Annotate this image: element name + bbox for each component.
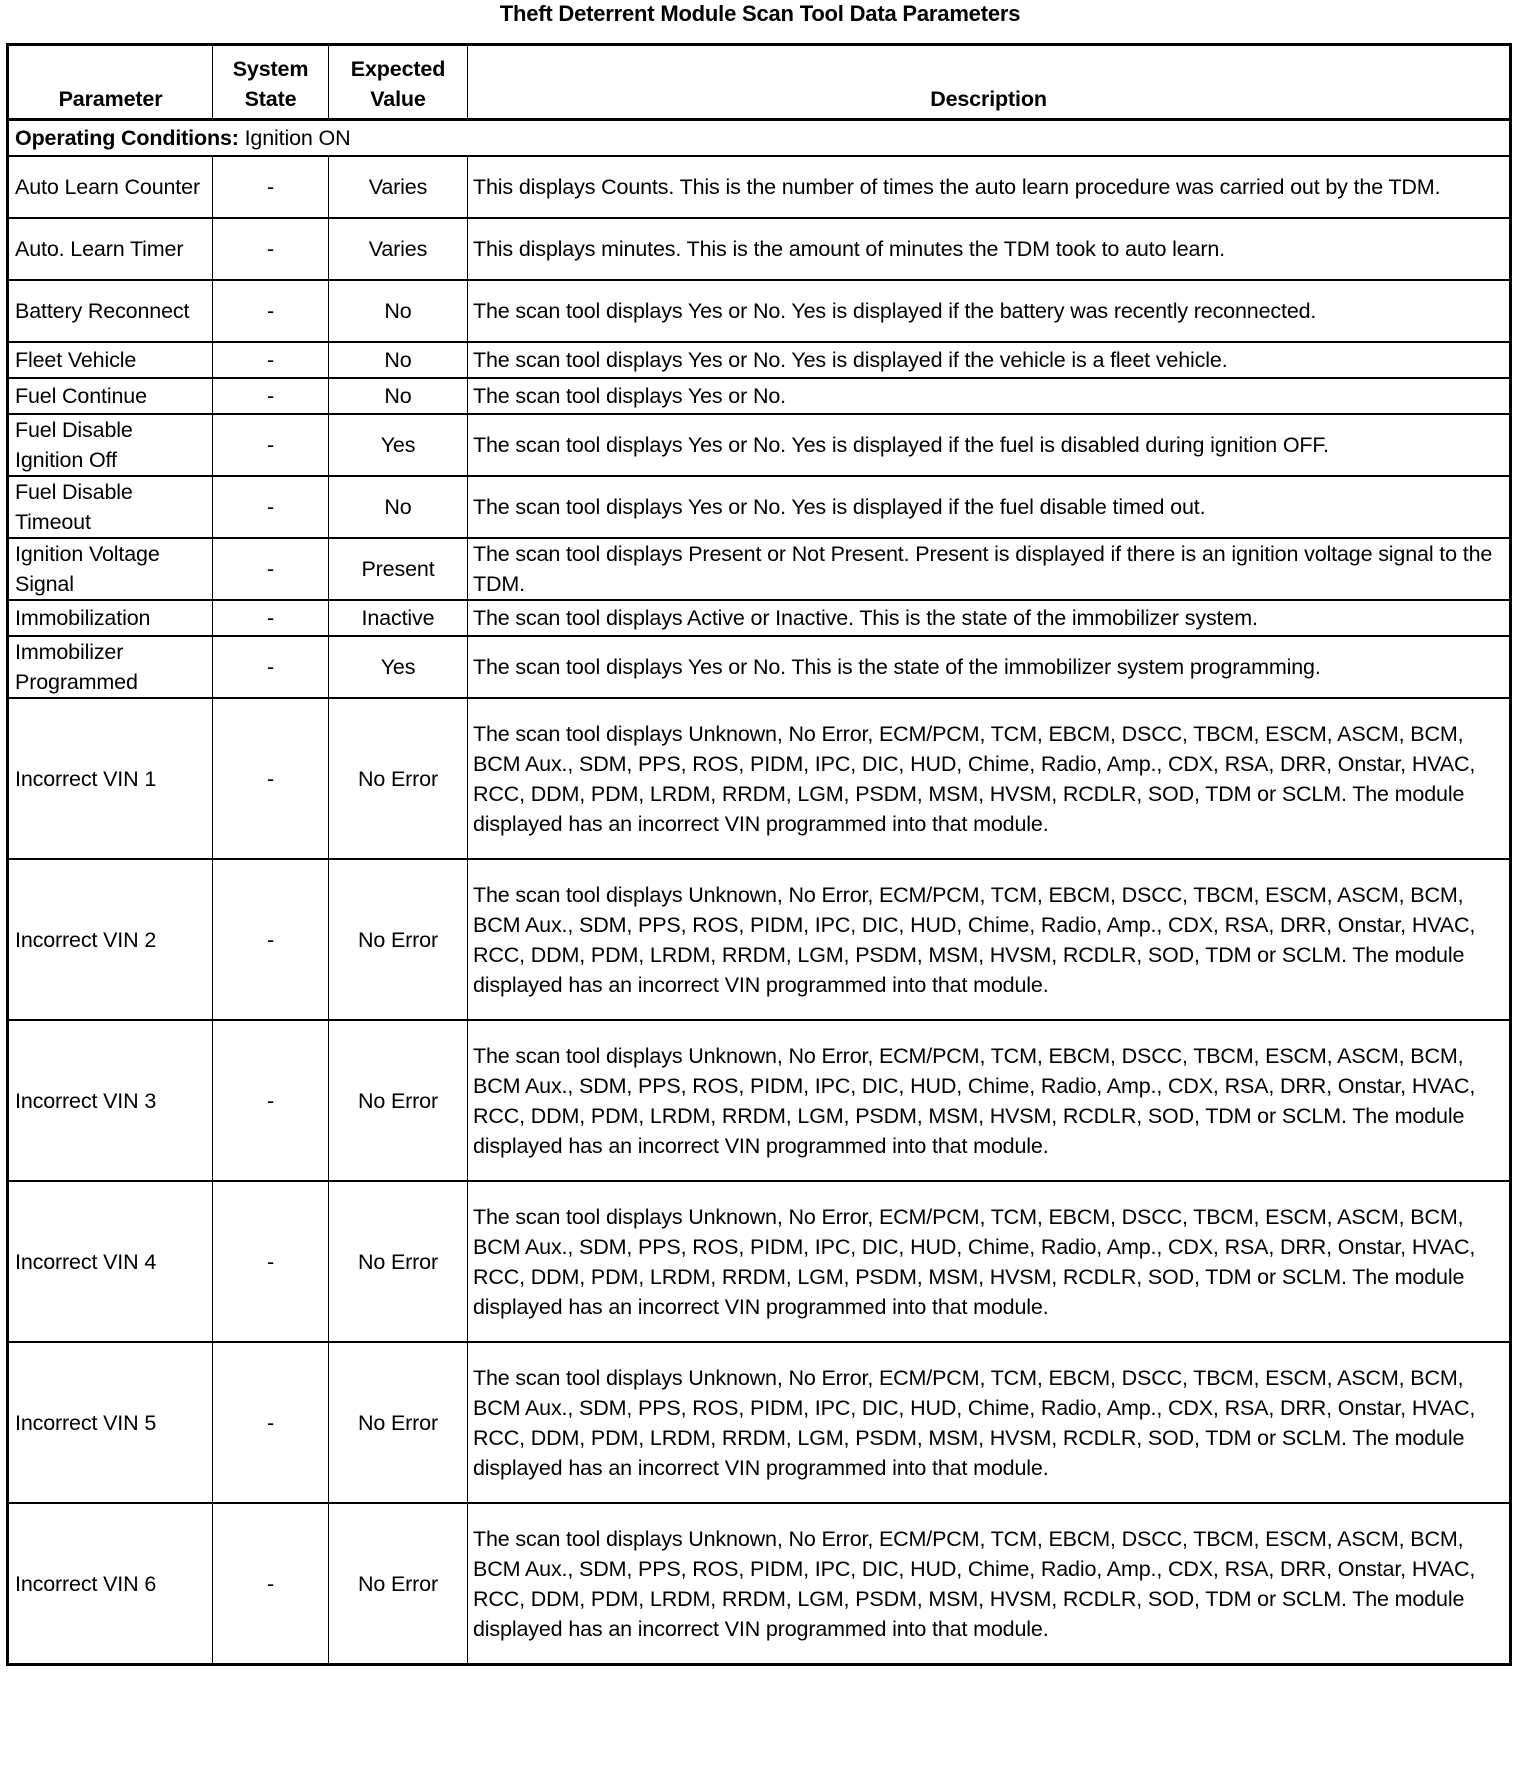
expected-value-cell: No Error — [329, 698, 468, 859]
operating-conditions-label: Operating Conditions: — [15, 126, 239, 150]
expected-value-cell: No — [329, 342, 468, 378]
system-state-cell: - — [213, 698, 329, 859]
description-cell: The scan tool displays Yes or No. Yes is displayed if the vehicle is a fleet vehicle. — [468, 342, 1511, 378]
description-cell: The scan tool displays Unknown, No Error, ECM/PCM, TCM, EBCM, DSCC, TBCM, ESCM, ASCM, BCM, BCM Aux., SDM, PPS, ROS, PIDM, IPC, DIC, HUD, Chime, Radio, Amp., CDX, RSA, DRR, Onstar, HVAC, RCC, DDM, PDM, LRDM, RRDM, LGM, PSDM, MSM, HVSM, RCDLR, SOD, TDM or SCLM. The module displayed has an incorrect VIN programmed into that module. — [468, 698, 1511, 859]
description-cell: The scan tool displays Unknown, No Error, ECM/PCM, TCM, EBCM, DSCC, TBCM, ESCM, ASCM, BCM, BCM Aux., SDM, PPS, ROS, PIDM, IPC, DIC, HUD, Chime, Radio, Amp., CDX, RSA, DRR, Onstar, HVAC, RCC, DDM, PDM, LRDM, RRDM, LGM, PSDM, MSM, HVSM, RCDLR, SOD, TDM or SCLM. The module displayed has an incorrect VIN programmed into that module. — [468, 859, 1511, 1020]
expected-value-cell: No Error — [329, 859, 468, 1020]
table-row — [8, 538, 1511, 600]
description-cell: The scan tool displays Present or Not Present. Present is displayed if there is an ignition voltage signal to the TDM. — [468, 538, 1511, 600]
description-cell: The scan tool displays Yes or No. This is the state of the immobilizer system programming. — [468, 636, 1511, 698]
parameter-cell: Fuel Continue — [8, 378, 213, 414]
column-header-expected-value — [329, 45, 468, 120]
page-title: Theft Deterrent Module Scan Tool Data Parameters — [499, 1, 1021, 26]
column-header-parameter: Parameter — [8, 45, 213, 120]
operating-conditions-value: Ignition ON — [238, 126, 351, 150]
system-state-cell: - — [213, 1181, 329, 1342]
description-cell: The scan tool displays Unknown, No Error, ECM/PCM, TCM, EBCM, DSCC, TBCM, ESCM, ASCM, BCM, BCM Aux., SDM, PPS, ROS, PIDM, IPC, DIC, HUD, Chime, Radio, Amp., CDX, RSA, DRR, Onstar, HVAC, RCC, DDM, PDM, LRDM, RRDM, LGM, PSDM, MSM, HVSM, RCDLR, SOD, TDM or SCLM. The module displayed has an incorrect VIN programmed into that module. — [468, 1503, 1511, 1665]
table-row — [8, 636, 1511, 698]
parameter-cell: Incorrect VIN 4 — [8, 1181, 213, 1342]
table-row — [8, 476, 1511, 538]
description-cell: The scan tool displays Yes or No. Yes is displayed if the battery was recently reconnected. — [468, 280, 1511, 342]
system-state-cell: - — [213, 342, 329, 378]
operating-conditions-cell — [8, 120, 1511, 157]
description-cell: This displays Counts. This is the number of times the auto learn procedure was carried out by the TDM. — [468, 156, 1511, 218]
column-header-description: Description — [468, 45, 1511, 120]
header-text: System — [232, 57, 309, 81]
table-row — [8, 859, 1511, 1020]
table-row — [8, 378, 1511, 414]
table-row — [8, 1342, 1511, 1503]
parameter-cell: Auto Learn Counter — [8, 156, 213, 218]
system-state-cell: - — [213, 280, 329, 342]
expected-value-cell: No Error — [329, 1020, 468, 1181]
parameter-cell: Incorrect VIN 2 — [8, 859, 213, 1020]
system-state-cell: - — [213, 859, 329, 1020]
header-text: Expected — [350, 57, 446, 81]
table-row — [8, 1020, 1511, 1181]
expected-value-cell: No — [329, 280, 468, 342]
expected-value-cell: Present — [329, 538, 468, 600]
system-state-cell: - — [213, 1503, 329, 1665]
expected-value-cell: No Error — [329, 1181, 468, 1342]
description-cell: This displays minutes. This is the amount of minutes the TDM took to auto learn. — [468, 218, 1511, 280]
table-row — [8, 218, 1511, 280]
expected-value-cell: Yes — [329, 636, 468, 698]
expected-value-cell: Yes — [329, 414, 468, 476]
parameter-cell: Ignition Voltage Signal — [8, 538, 213, 600]
parameter-cell: Incorrect VIN 5 — [8, 1342, 213, 1503]
column-header-system-state — [213, 45, 329, 120]
system-state-cell: - — [213, 1020, 329, 1181]
header-text: State — [244, 87, 297, 111]
system-state-cell: - — [213, 476, 329, 538]
expected-value-cell: Inactive — [329, 600, 468, 636]
table-row — [8, 600, 1511, 636]
parameter-cell: Battery Reconnect — [8, 280, 213, 342]
description-cell: The scan tool displays Unknown, No Error, ECM/PCM, TCM, EBCM, DSCC, TBCM, ESCM, ASCM, BCM, BCM Aux., SDM, PPS, ROS, PIDM, IPC, DIC, HUD, Chime, Radio, Amp., CDX, RSA, DRR, Onstar, HVAC, RCC, DDM, PDM, LRDM, RRDM, LGM, PSDM, MSM, HVSM, RCDLR, SOD, TDM or SCLM. The module displayed has an incorrect VIN programmed into that module. — [468, 1181, 1511, 1342]
description-cell: The scan tool displays Unknown, No Error, ECM/PCM, TCM, EBCM, DSCC, TBCM, ESCM, ASCM, BCM, BCM Aux., SDM, PPS, ROS, PIDM, IPC, DIC, HUD, Chime, Radio, Amp., CDX, RSA, DRR, Onstar, HVAC, RCC, DDM, PDM, LRDM, RRDM, LGM, PSDM, MSM, HVSM, RCDLR, SOD, TDM or SCLM. The module displayed has an incorrect VIN programmed into that module. — [468, 1342, 1511, 1503]
parameter-cell: Incorrect VIN 1 — [8, 698, 213, 859]
system-state-cell: - — [213, 636, 329, 698]
table-row — [8, 414, 1511, 476]
expected-value-cell: Varies — [329, 218, 468, 280]
system-state-cell: - — [213, 414, 329, 476]
expected-value-cell: No — [329, 378, 468, 414]
parameter-cell: Incorrect VIN 6 — [8, 1503, 213, 1665]
parameter-cell: Auto. Learn Timer — [8, 218, 213, 280]
expected-value-cell: No — [329, 476, 468, 538]
parameter-cell: Immobilizer Programmed — [8, 636, 213, 698]
table-row — [8, 280, 1511, 342]
table-row — [8, 698, 1511, 859]
scan-tool-data-table — [6, 43, 1512, 1666]
parameter-cell: Fuel Disable Timeout — [8, 476, 213, 538]
system-state-cell: - — [213, 218, 329, 280]
description-cell: The scan tool displays Unknown, No Error, ECM/PCM, TCM, EBCM, DSCC, TBCM, ESCM, ASCM, BCM, BCM Aux., SDM, PPS, ROS, PIDM, IPC, DIC, HUD, Chime, Radio, Amp., CDX, RSA, DRR, Onstar, HVAC, RCC, DDM, PDM, LRDM, RRDM, LGM, PSDM, MSM, HVSM, RCDLR, SOD, TDM or SCLM. The module displayed has an incorrect VIN programmed into that module. — [468, 1020, 1511, 1181]
description-cell: The scan tool displays Yes or No. Yes is displayed if the fuel disable timed out. — [468, 476, 1511, 538]
system-state-cell: - — [213, 156, 329, 218]
table-row — [8, 156, 1511, 218]
system-state-cell: - — [213, 1342, 329, 1503]
description-cell: The scan tool displays Active or Inactive. This is the state of the immobilizer system. — [468, 600, 1511, 636]
table-row — [8, 342, 1511, 378]
header-text: Value — [370, 87, 426, 111]
parameter-cell: Fleet Vehicle — [8, 342, 213, 378]
expected-value-cell: No Error — [329, 1503, 468, 1665]
table-header-row — [8, 45, 1511, 120]
description-cell: The scan tool displays Yes or No. Yes is displayed if the fuel is disabled during ignition OFF. — [468, 414, 1511, 476]
table-row — [8, 1181, 1511, 1342]
parameter-cell: Incorrect VIN 3 — [8, 1020, 213, 1181]
system-state-cell: - — [213, 600, 329, 636]
expected-value-cell: No Error — [329, 1342, 468, 1503]
parameter-cell: Immobilization — [8, 600, 213, 636]
parameter-cell: Fuel Disable Ignition Off — [8, 414, 213, 476]
operating-conditions-row — [8, 120, 1511, 157]
system-state-cell: - — [213, 378, 329, 414]
expected-value-cell: Varies — [329, 156, 468, 218]
system-state-cell: - — [213, 538, 329, 600]
description-cell: The scan tool displays Yes or No. — [468, 378, 1511, 414]
table-row — [8, 1503, 1511, 1665]
